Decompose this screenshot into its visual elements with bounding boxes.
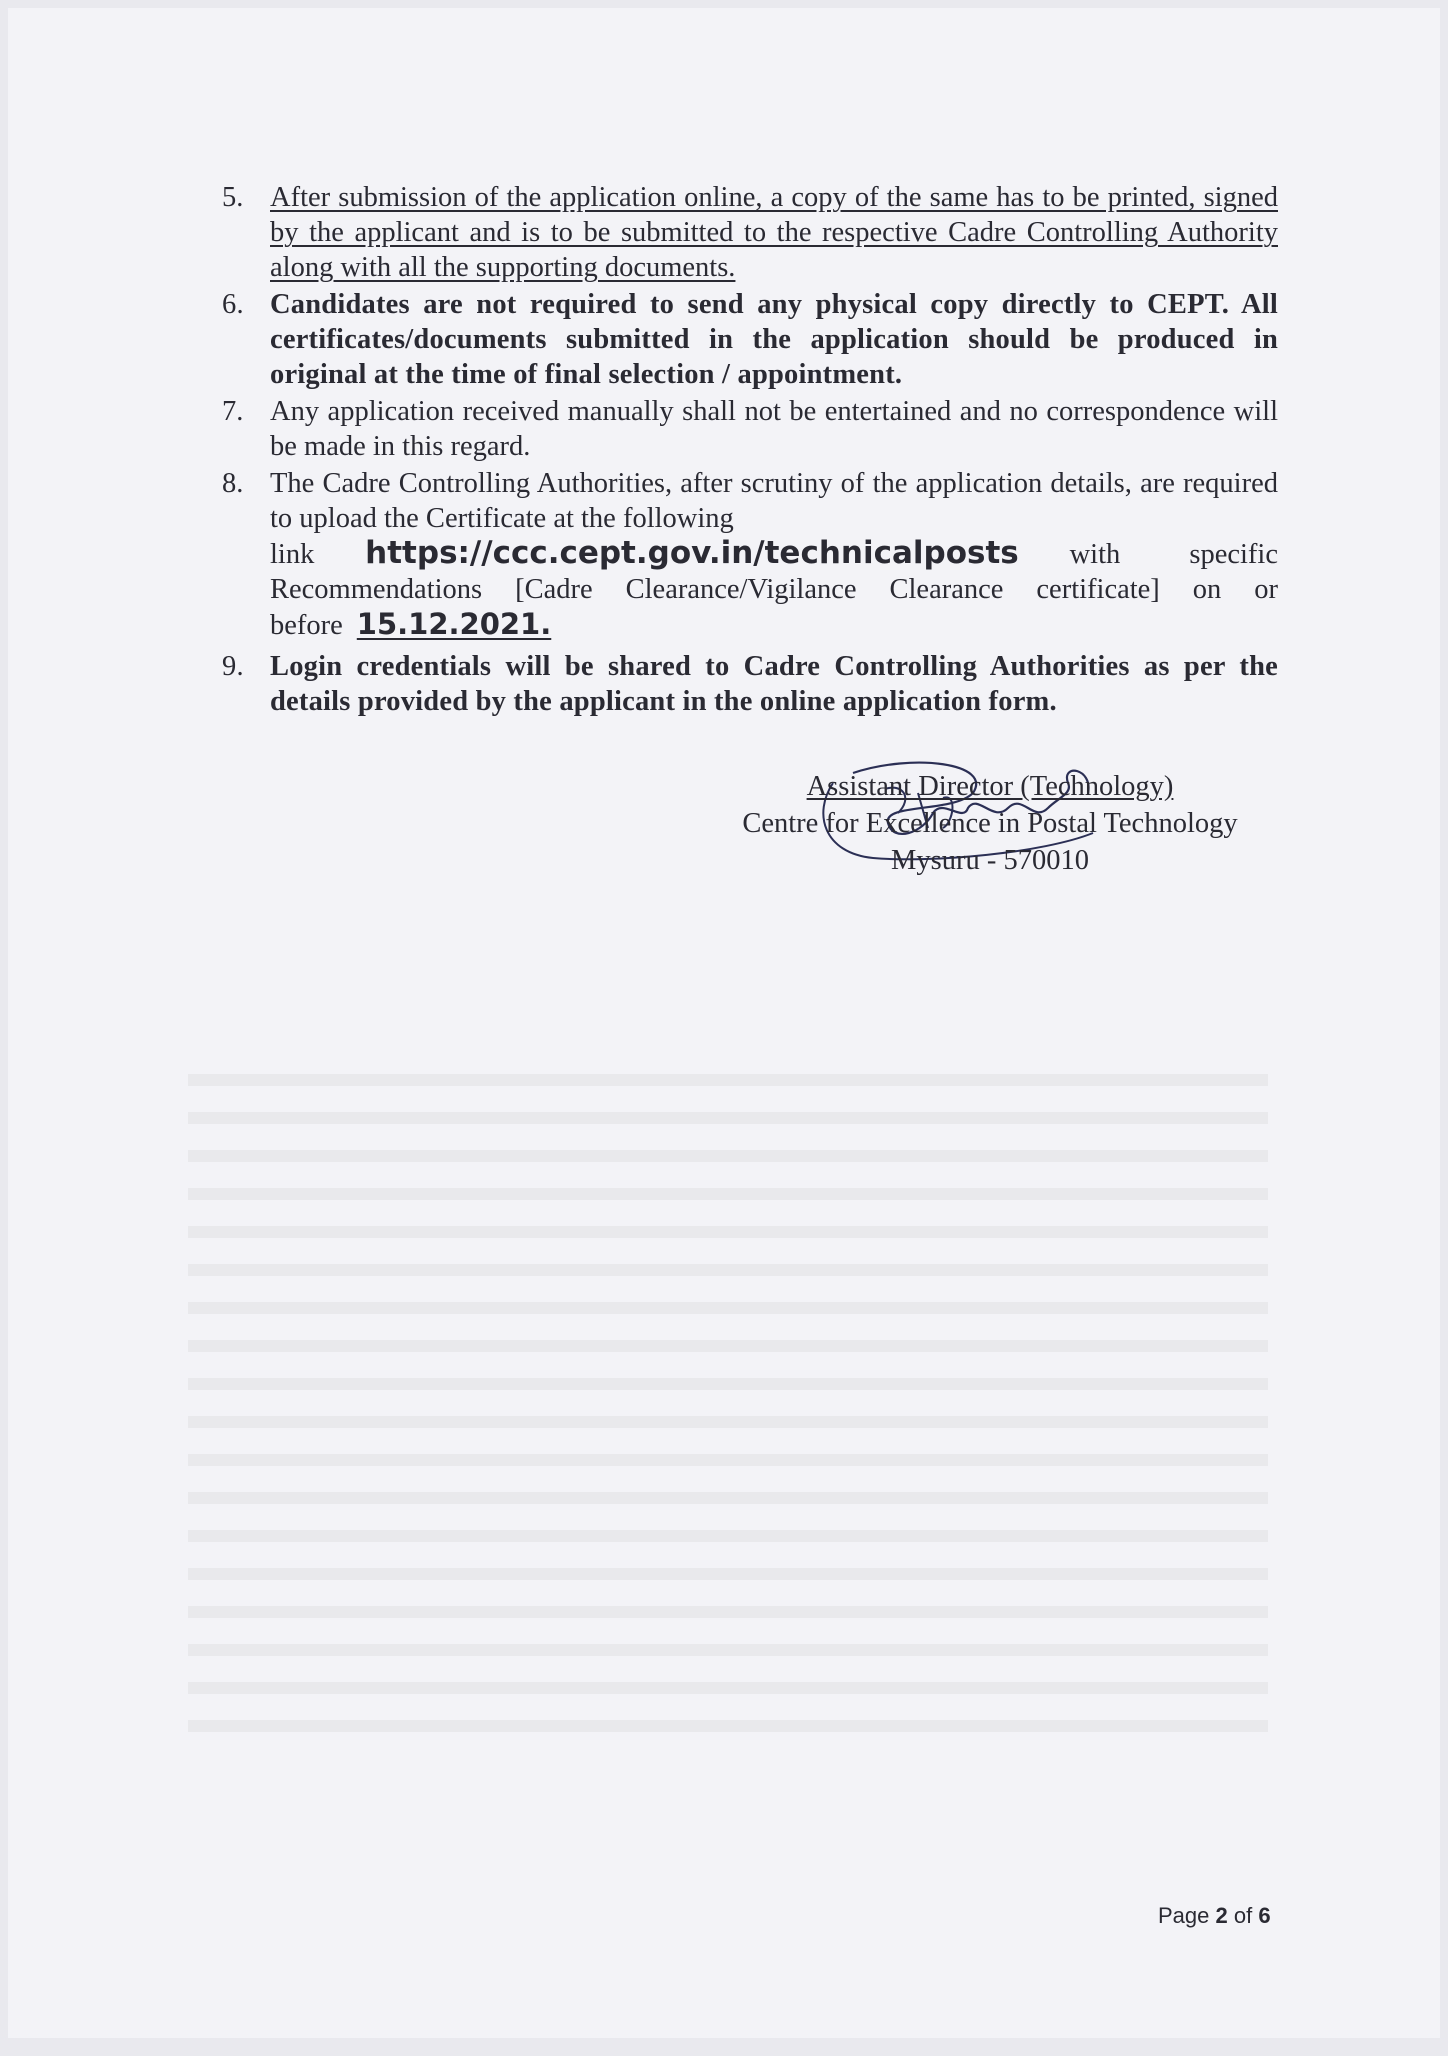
item-text: The Cadre Controlling Authorities, after scrutiny of the application details, are required to upload the Certificate at the following [270, 468, 1278, 534]
of-label: of [1233, 1903, 1253, 1928]
item-text: Candidates are not required to send any physical copy directly to CEPT. All certificates/documents submitted in the application should be produced in original at the time of final selection / appointment. [270, 289, 1278, 390]
signatory-organization: Centre for Excellence in Postal Technology [742, 808, 1238, 839]
list-item-5 [218, 180, 1278, 285]
list-item-6 [218, 287, 1278, 392]
list-item-8 [218, 466, 1278, 643]
signatory-designation: Assistant Director (Technology) [806, 771, 1174, 802]
current-page: 2 [1215, 1903, 1228, 1928]
item-number: 6. [222, 289, 244, 320]
item-number: 5. [222, 182, 244, 213]
item-number: 7. [222, 396, 244, 427]
deadline-date: 15.12.2021. [356, 607, 552, 641]
signatory-address: Mysuru - 570010 [891, 845, 1089, 876]
list-item-9 [218, 649, 1278, 719]
total-pages: 6 [1258, 1903, 1271, 1928]
with-specific-text: with specific [1069, 539, 1278, 570]
upload-link[interactable]: https://ccc.cept.gov.in/technicalposts [365, 535, 1019, 571]
link-label: link [270, 539, 315, 570]
list-item-7 [218, 394, 1278, 464]
page-number [1158, 1903, 1271, 1929]
page-label: Page [1158, 1903, 1210, 1928]
item-text-continued: Recommendations [Cadre Clearance/Vigilance Clearance certificate] on or before [270, 574, 1278, 641]
item-text: After submission of the application online, a copy of the same has to be printed, signed by the applicant and is to be submitted to the respective Cadre Controlling Authority along with all the supporting documents. [270, 182, 1278, 283]
link-row [270, 536, 1278, 572]
item-text: Login credentials will be shared to Cadre Controlling Authorities as per the details provided by the applicant in the online application form. [270, 651, 1278, 717]
document-page [8, 8, 1440, 2038]
item-text: Any application received manually shall not be entertained and no correspondence will be made in this regard. [270, 396, 1278, 462]
item-number: 9. [222, 651, 244, 682]
item-number: 8. [222, 468, 244, 499]
signature-block [700, 768, 1280, 879]
instructions-list [218, 180, 1278, 721]
bleed-through-text [188, 1048, 1268, 1868]
